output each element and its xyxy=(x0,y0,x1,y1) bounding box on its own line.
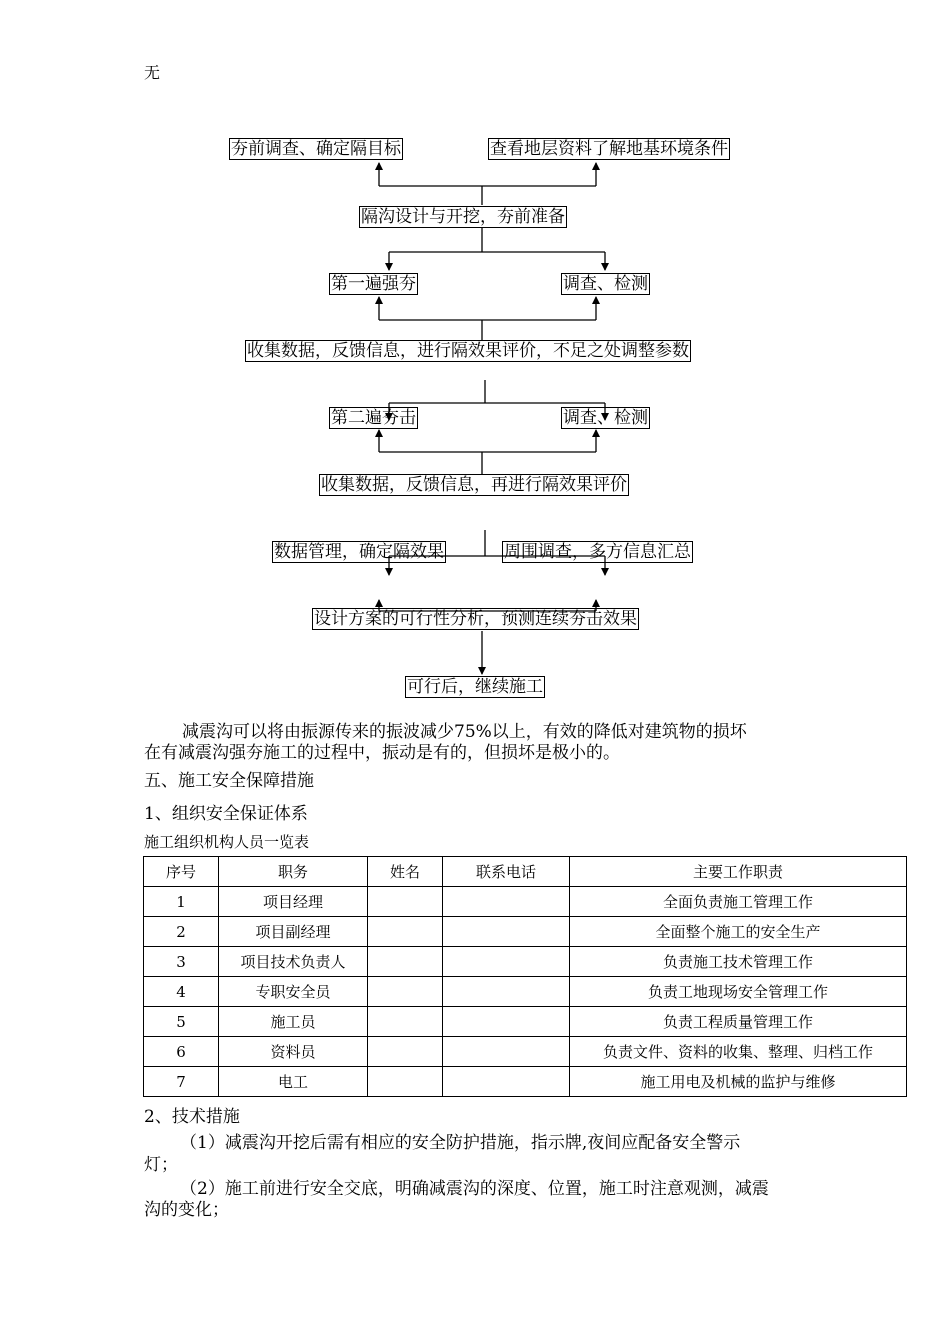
cell-position: 项目技术负责人 xyxy=(219,947,368,977)
cell-name xyxy=(368,977,443,1007)
flow-box-trench-design: 隔沟设计与开挖，夯前准备 xyxy=(361,207,565,227)
cell-phone xyxy=(443,887,570,917)
cell-phone xyxy=(443,947,570,977)
item-2-line-1: （2）施工前进行安全交底，明确减震沟的深度、位置，施工时注意观测，减震 xyxy=(180,1179,769,1199)
table-header-row xyxy=(144,857,907,887)
flow-box-survey-2: 调查、检测 xyxy=(563,408,648,428)
cell-name xyxy=(368,947,443,977)
flow-box-check-strata: 查看地层资料了解地基环境条件 xyxy=(490,139,728,159)
flow-box-second-tamp: 第二遍夯击 xyxy=(331,408,416,428)
paragraph-line-1: 减震沟可以将由振源传来的振波减少75%以上，有效的降低对建筑物的损坏 xyxy=(182,722,747,742)
table-row xyxy=(144,917,907,947)
header-name: 姓名 xyxy=(368,857,443,887)
page-fragment-text: 无 xyxy=(144,63,161,82)
flow-box-surrounding-survey: 周围调查，多方信息汇总 xyxy=(504,542,691,562)
paragraph-line-2: 在有减震沟强夯施工的过程中，振动是有的，但损坏是极小的。 xyxy=(144,743,620,763)
cell-duties: 施工用电及机械的监护与维修 xyxy=(570,1067,907,1097)
flow-box-collect-data-1: 收集数据，反馈信息，进行隔效果评价，不足之处调整参数 xyxy=(247,341,689,361)
flow-box-first-tamp: 第一遍强夯 xyxy=(331,274,416,294)
item-1-line-2: 灯； xyxy=(144,1155,178,1175)
cell-name xyxy=(368,1037,443,1067)
subheading-organization: 1、组织安全保证体系 xyxy=(144,804,308,824)
header-phone: 联系电话 xyxy=(443,857,570,887)
staff-table xyxy=(143,856,907,1097)
table-row xyxy=(144,1067,907,1097)
flow-box-collect-data-2: 收集数据，反馈信息，再进行隔效果评价 xyxy=(321,475,627,495)
cell-phone xyxy=(443,917,570,947)
cell-name xyxy=(368,1007,443,1037)
header-no: 序号 xyxy=(144,857,219,887)
table-row xyxy=(144,1037,907,1067)
flow-box-pre-investigation: 夯前调查、确定隔目标 xyxy=(231,139,401,159)
flow-box-survey-1: 调查、检测 xyxy=(563,274,648,294)
cell-phone xyxy=(443,977,570,1007)
cell-duties: 负责工程质量管理工作 xyxy=(570,1007,907,1037)
header-position: 职务 xyxy=(219,857,368,887)
item-1-line-1: （1）减震沟开挖后需有相应的安全防护措施，指示牌,夜间应配备安全警示 xyxy=(180,1133,741,1153)
table-row xyxy=(144,1007,907,1037)
cell-duties: 负责文件、资料的收集、整理、归档工作 xyxy=(570,1037,907,1067)
flow-box-continue: 可行后，继续施工 xyxy=(407,677,543,697)
cell-position: 电工 xyxy=(219,1067,368,1097)
cell-name xyxy=(368,887,443,917)
cell-no: 7 xyxy=(144,1067,219,1097)
cell-name xyxy=(368,1067,443,1097)
cell-duties: 负责工地现场安全管理工作 xyxy=(570,977,907,1007)
cell-duties: 全面整个施工的安全生产 xyxy=(570,917,907,947)
cell-no: 4 xyxy=(144,977,219,1007)
table-caption: 施工组织机构人员一览表 xyxy=(144,833,310,851)
item-2-line-2: 沟的变化； xyxy=(144,1200,229,1220)
cell-phone xyxy=(443,1037,570,1067)
subheading-technical: 2、技术措施 xyxy=(144,1107,240,1127)
section-heading-safety: 五、施工安全保障措施 xyxy=(144,771,314,791)
cell-position: 专职安全员 xyxy=(219,977,368,1007)
cell-name xyxy=(368,917,443,947)
cell-position: 项目副经理 xyxy=(219,917,368,947)
cell-no: 1 xyxy=(144,887,219,917)
flow-box-feasibility: 设计方案的可行性分析，预测连续夯击效果 xyxy=(314,609,637,629)
cell-duties: 负责施工技术管理工作 xyxy=(570,947,907,977)
cell-phone xyxy=(443,1067,570,1097)
cell-position: 项目经理 xyxy=(219,887,368,917)
cell-no: 3 xyxy=(144,947,219,977)
cell-position: 施工员 xyxy=(219,1007,368,1037)
table-row xyxy=(144,947,907,977)
table-row xyxy=(144,887,907,917)
cell-no: 2 xyxy=(144,917,219,947)
header-duties: 主要工作职责 xyxy=(570,857,907,887)
table-row xyxy=(144,977,907,1007)
cell-position: 资料员 xyxy=(219,1037,368,1067)
cell-no: 5 xyxy=(144,1007,219,1037)
cell-phone xyxy=(443,1007,570,1037)
cell-duties: 全面负责施工管理工作 xyxy=(570,887,907,917)
cell-no: 6 xyxy=(144,1037,219,1067)
flow-box-data-management: 数据管理，确定隔效果 xyxy=(274,542,444,562)
